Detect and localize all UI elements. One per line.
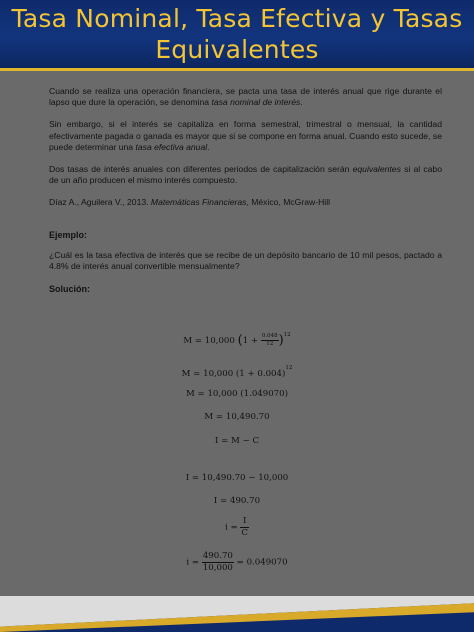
paragraph-end: si al cabo de un año producen el mismo interés compuesto.	[49, 164, 442, 186]
fraction-numerator: 490.70	[202, 551, 233, 561]
emphasis-term: tasa efectiva anual	[135, 141, 208, 152]
page-title-line-1: Tasa Nominal, Tasa Efectiva y Tasas	[11, 4, 463, 33]
example-heading: Ejemplo:	[49, 229, 88, 240]
fraction-numerator: 0.048	[261, 334, 279, 342]
paragraph-text: Dos tasas de interés anuales con diferentes periodos de capitalización serán	[49, 164, 353, 175]
formula-interest-substitution: I = 10,490.70 − 10,000	[185, 473, 289, 483]
paragraph-text: Cuando se realiza una operación financiera, se pacta una tasa de interés anual que rige durante el lapso que dure la operación, se denomina	[49, 86, 442, 108]
formula-rhs: = 0.049070	[233, 557, 288, 568]
rate-fraction	[240, 517, 249, 537]
rate-fraction	[202, 552, 234, 572]
citation-authors: Díaz A., Aguilera V., 2013.	[49, 197, 151, 208]
formula-text: M = 10,000 (1 + 0.004)	[181, 369, 286, 379]
open-paren: (	[237, 333, 243, 348]
emphasis-term: equivalentes	[352, 164, 401, 175]
formula-rate-result	[0, 552, 474, 572]
rate-fraction	[261, 334, 279, 348]
paragraph-text: Sin embargo, si el interés se capitaliza en forma semestral, trimestral o mensual, la cantidad efectivamente pagada o ganada es mayor que si se compone en forma anual. Cuando esto sucede, se puede determinar una	[49, 119, 442, 152]
citation-book-title: Matemáticas Financieras	[150, 197, 247, 208]
formula-rate-definition	[0, 517, 474, 537]
emphasis-term: tasa nominal de interés	[211, 97, 301, 108]
fraction-numerator: I	[240, 517, 249, 528]
fraction-denominator: 10,000	[202, 562, 233, 573]
formula-lhs: M = 10,000	[183, 336, 235, 346]
footer-decoration	[0, 596, 474, 632]
formula-lhs: i =	[186, 557, 202, 568]
example-question: ¿Cuál es la tasa efectiva de interés que se recibe de un depósito bancario de 10 mil pesos, pactado a 4.8% de interés anual convertible mensualmente?	[49, 249, 442, 272]
exponent: 12	[283, 332, 291, 338]
formula-interest-definition: I = M − C	[214, 436, 260, 446]
fraction-denominator: 12	[266, 341, 274, 347]
exponent: 12	[285, 365, 293, 371]
paragraph-end: .	[300, 97, 303, 108]
fraction-denominator: C	[241, 527, 248, 538]
formula-amount-result: M = 10,490.70	[204, 412, 270, 422]
close-paren: )	[278, 333, 284, 348]
formula-one-plus: 1 +	[242, 336, 261, 346]
paragraph-end: .	[207, 141, 210, 152]
formula-factor: M = 10,000 (1.049070)	[186, 389, 288, 399]
citation-publisher: , México, McGraw-Hill	[246, 197, 331, 208]
formula-compound-amount	[0, 332, 474, 348]
solution-heading: Solución:	[49, 284, 90, 295]
page-title-line-2: Equivalentes	[155, 35, 319, 64]
formula-lhs: i =	[225, 522, 241, 533]
formula-substituted-rate	[0, 365, 474, 379]
formula-interest-result: I = 490.70	[213, 496, 261, 506]
